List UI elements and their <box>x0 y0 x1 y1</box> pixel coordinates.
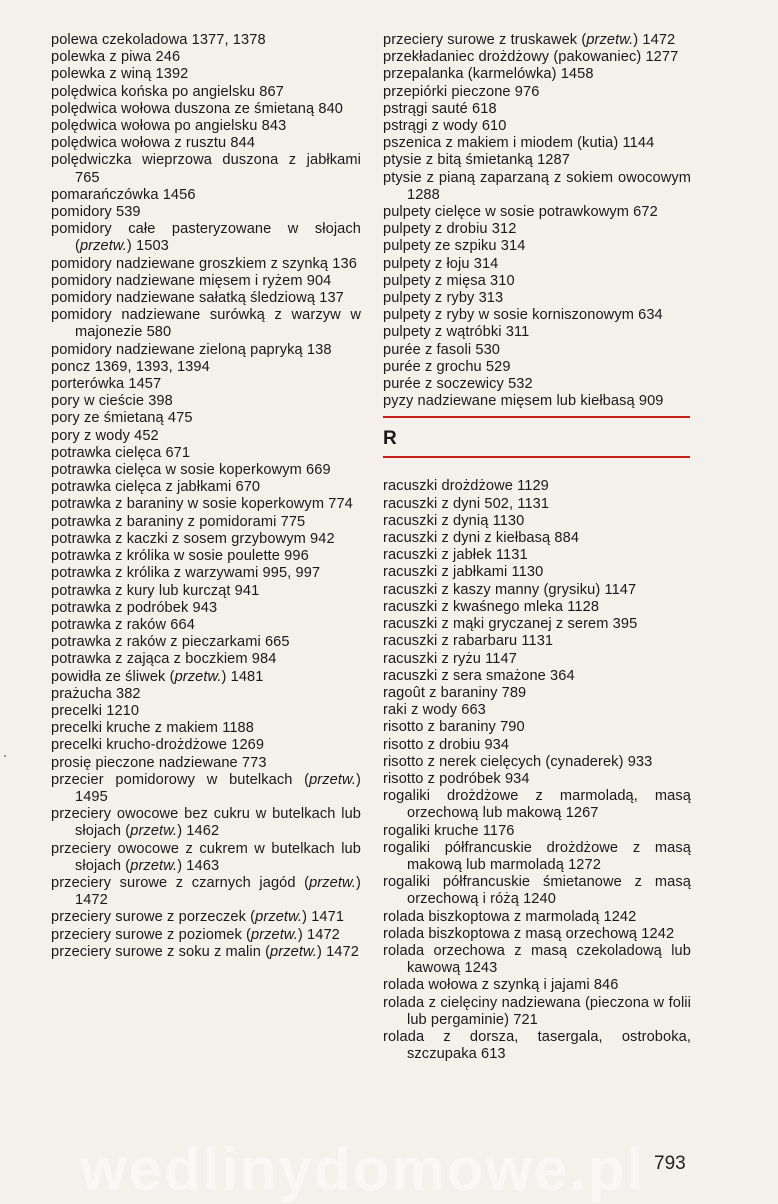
index-entry: racuszki z mąki gryczanej z serem 395 <box>383 616 638 633</box>
index-entry: przepalanka (karmelówka) 1458 <box>383 66 594 83</box>
index-entry: racuszki z rabarbaru 1131 <box>383 633 554 650</box>
index-entry: ragoût z baraniny 789 <box>383 684 527 701</box>
index-entry: poncz 1369, 1393, 1394 <box>51 358 210 375</box>
right-column-r-entries <box>383 478 691 1063</box>
left-column <box>51 32 361 961</box>
right-column <box>383 32 691 1063</box>
index-entry: polewka z piwa 246 <box>51 49 181 66</box>
index-entry: polędwica wołowa z rusztu 844 <box>51 135 256 152</box>
index-entry: ptysie z bitą śmietanką 1287 <box>383 152 570 169</box>
index-entry: pulpety z wątróbki 311 <box>383 324 530 341</box>
index-entry: rogaliki półfrancuskie śmietanowe z masą orzechową i różą 1240 <box>383 874 691 908</box>
index-entry: polędwica końska po angielsku 867 <box>51 83 284 100</box>
index-entry: potrawka cielęca w sosie koperkowym 669 <box>51 462 331 479</box>
index-entry: precelki kruche z makiem 1188 <box>51 720 254 737</box>
index-entry: pomidory nadziewane mięsem i ryżem 904 <box>51 272 332 289</box>
scan-speck <box>4 755 6 757</box>
index-entry: pstrągi sauté 618 <box>383 100 497 117</box>
index-entry: racuszki z dyni z kiełbasą 884 <box>383 530 580 547</box>
index-entry: pomidory 539 <box>51 204 141 221</box>
index-entry: ptysie z pianą zaparzaną z sokiem owocowym 1288 <box>383 169 691 203</box>
index-entry: pomidory nadziewane surówką z warzyw w majonezie 580 <box>51 307 361 341</box>
index-entry: pomidory nadziewane groszkiem z szynką 136 <box>51 255 357 272</box>
index-entry: pszenica z makiem i miodem (kutia) 1144 <box>383 135 655 152</box>
index-entry: pstrągi z wody 610 <box>383 118 507 135</box>
index-entry: przeciery owocowe bez cukru w butelkach lub słojach (przetw.) 1462 <box>51 806 361 840</box>
index-entry: raki z wody 663 <box>383 702 486 719</box>
right-column-p-entries <box>383 32 691 410</box>
index-entry: pulpety z łoju 314 <box>383 255 499 272</box>
index-entry: przeciery surowe z truskawek (przetw.) 1472 <box>383 32 676 48</box>
index-entry: racuszki z kaszy manny (grysiku) 1147 <box>383 581 637 598</box>
index-entry: purée z grochu 529 <box>383 358 511 375</box>
index-entry: risotto z drobiu 934 <box>383 736 510 753</box>
index-entry: przeciery surowe z czarnych jagód (przetw.) 1472 <box>51 874 361 909</box>
index-entry: precelki krucho-drożdżowe 1269 <box>51 737 265 754</box>
index-entry: potrawka z baraniny w sosie koperkowym 774 <box>51 496 353 513</box>
index-entry: potrawka z królika w sosie poulette 996 <box>51 548 309 565</box>
index-entry: racuszki drożdżowe 1129 <box>383 478 549 495</box>
index-entry: purée z soczewicy 532 <box>383 376 533 393</box>
index-entry: potrawka z baraniny z pomidorami 775 <box>51 513 306 530</box>
index-entry: prosię pieczone nadziewane 773 <box>51 754 267 771</box>
index-entry: przeciery surowe z poziomek (przetw.) 1472 <box>51 926 340 943</box>
index-entry: pomidory nadziewane sałatką śledziową 137 <box>51 290 344 307</box>
index-entry: potrawka cielęca z jabłkami 670 <box>51 479 261 496</box>
index-entry: racuszki z dyni 502, 1131 <box>383 495 550 512</box>
index-entry: polewa czekoladowa 1377, 1378 <box>51 32 266 48</box>
index-entry: pory z wody 452 <box>51 427 159 444</box>
index-entry: racuszki z jabłek 1131 <box>383 547 528 564</box>
index-entry: potrawka z raków z pieczarkami 665 <box>51 634 290 651</box>
index-entry: przeciery surowe z soku z malin (przetw.) 1472 <box>51 943 359 960</box>
index-entry: pulpety z drobiu 312 <box>383 221 517 238</box>
index-entry: przeciery surowe z porzeczek (przetw.) 1471 <box>51 909 345 926</box>
index-entry: potrawka z kaczki z sosem grzybowym 942 <box>51 530 335 547</box>
index-entry: polewka z winą 1392 <box>51 66 189 83</box>
index-entry: pory w cieście 398 <box>51 393 173 410</box>
section-divider-bottom <box>383 456 690 458</box>
section-divider-top <box>383 416 690 418</box>
index-entry: pulpety z ryby w sosie korniszonowym 634 <box>383 307 663 324</box>
index-entry: racuszki z sera smażone 364 <box>383 667 575 684</box>
index-entry: risotto z baraniny 790 <box>383 719 525 736</box>
index-entry: pulpety cielęce w sosie potrawkowym 672 <box>383 204 658 221</box>
index-entry: polędwica wołowa po angielsku 843 <box>51 118 287 135</box>
index-entry: rogaliki drożdżowe z marmoladą, masą orzechową lub makową 1267 <box>383 788 691 822</box>
index-entry: przecier pomidorowy w butelkach (przetw.) 1495 <box>51 771 361 805</box>
index-entry: pulpety z mięsa 310 <box>383 272 515 289</box>
index-entry: polędwica wołowa duszona ze śmietaną 840 <box>51 100 343 117</box>
index-entry: risotto z podróbek 934 <box>383 770 530 787</box>
index-entry: porterówka 1457 <box>51 376 162 393</box>
index-entry: przeciery owocowe z cukrem w butelkach lub słojach (przetw.) 1463 <box>51 840 361 874</box>
index-entry: rolada z dorsza, tasergala, ostroboka, szczupaka 613 <box>383 1028 691 1063</box>
index-entry: potrawka z podróbek 943 <box>51 599 218 616</box>
index-entry: rogaliki półfrancuskie drożdżowe z masą makową lub marmoladą 1272 <box>383 839 691 873</box>
index-entry: precelki 1210 <box>51 702 140 719</box>
index-entry: potrawka z królika z warzywami 995, 997 <box>51 565 321 582</box>
index-entry: pory ze śmietaną 475 <box>51 410 193 427</box>
index-entry: racuszki z jabłkami 1130 <box>383 564 544 581</box>
index-entry: przekładaniec drożdżowy (pakowaniec) 1277 <box>383 49 679 66</box>
index-entry: powidła ze śliwek (przetw.) 1481 <box>51 668 264 685</box>
index-entry: potrawka z kury lub kurcząt 941 <box>51 582 260 599</box>
index-entry: potrawka z zająca z boczkiem 984 <box>51 651 277 668</box>
index-entry: przepiórki pieczone 976 <box>383 83 540 100</box>
index-entry: racuszki z ryżu 1147 <box>383 650 517 667</box>
watermark: wedlinydomowe.pl <box>80 1136 646 1203</box>
index-entry: rolada biszkoptowa z marmoladą 1242 <box>383 908 637 925</box>
index-entry: potrawka cielęca 671 <box>51 444 191 461</box>
index-entry: racuszki z dynią 1130 <box>383 512 525 529</box>
index-entry: rolada z cielęciny nadziewana (pieczona w folii lub pergaminie) 721 <box>383 994 691 1028</box>
index-entry: pyzy nadziewane mięsem lub kiełbasą 909 <box>383 393 664 410</box>
index-entry: rolada biszkoptowa z masą orzechową 1242 <box>383 925 675 942</box>
index-entry: potrawka z raków 664 <box>51 616 195 633</box>
index-entry: pomidory nadziewane zieloną papryką 138 <box>51 341 332 358</box>
index-entry: racuszki z kwaśnego mleka 1128 <box>383 598 600 615</box>
index-entry: rolada orzechowa z masą czekoladową lub kawową 1243 <box>383 942 691 977</box>
index-entry: polędwiczka wieprzowa duszona z jabłkami 765 <box>51 152 361 186</box>
index-entry: rolada wołowa z szynką i jajami 846 <box>383 977 619 994</box>
index-entry: pulpety z ryby 313 <box>383 290 504 307</box>
index-entry: purée z fasoli 530 <box>383 341 501 358</box>
index-entry: prażucha 382 <box>51 685 141 702</box>
page-number: 793 <box>654 1153 686 1174</box>
index-entry: risotto z nerek cielęcych (cynaderek) 933 <box>383 753 653 770</box>
index-entry: pomidory całe pasteryzowane w słojach (przetw.) 1503 <box>51 221 361 255</box>
index-entry: pulpety ze szpiku 314 <box>383 238 526 255</box>
index-entry: rogaliki kruche 1176 <box>383 822 515 839</box>
index-entry: pomarańczówka 1456 <box>51 186 196 203</box>
section-heading-r: R <box>383 428 397 450</box>
